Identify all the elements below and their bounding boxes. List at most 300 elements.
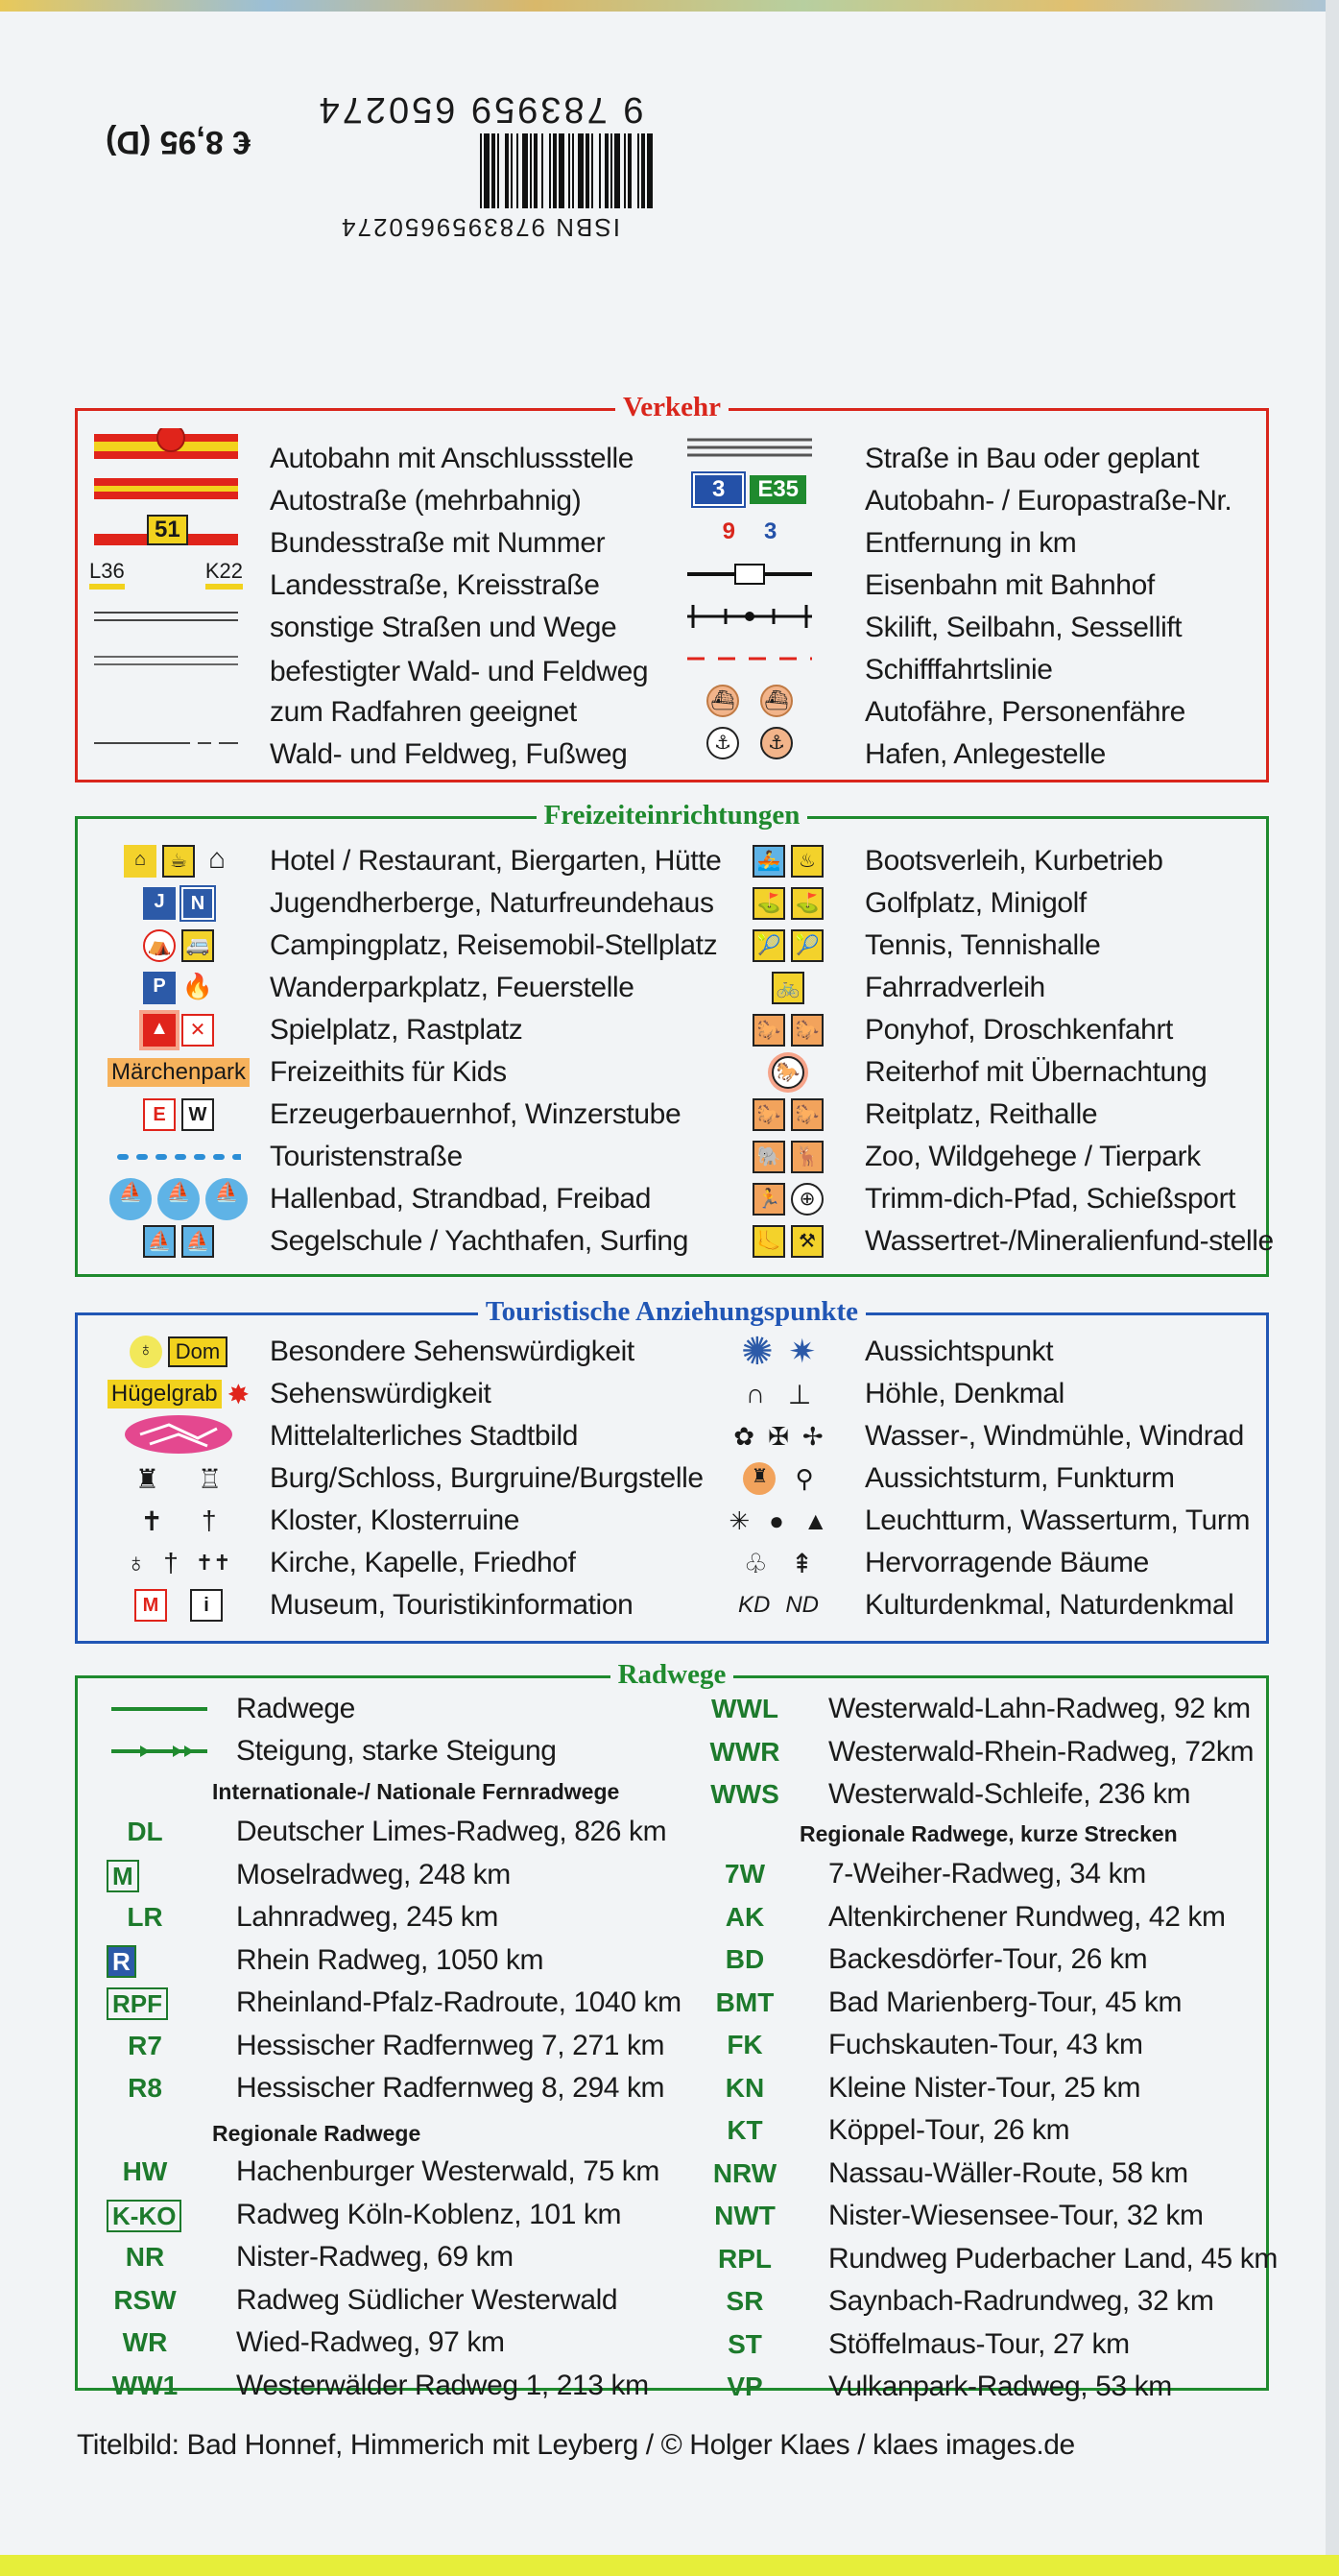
freizeit-label: Zoo, Wildgehege / Tierpark	[865, 1141, 1201, 1172]
barcode-bar	[593, 133, 599, 208]
verkehr-label: Bundesstraße mit Nummer	[270, 527, 606, 559]
barcode-bar	[541, 133, 543, 208]
touristisch-label: Sehenswürdigkeit	[270, 1378, 491, 1409]
schiesssport-icon: ⊕	[791, 1183, 824, 1216]
barcode-bar	[614, 133, 620, 208]
radweg-name: 7-Weiher-Radweg, 34 km	[828, 1858, 1146, 1890]
radweg-code: SR	[726, 2286, 764, 2316]
burgruine-icon: ♖	[198, 1463, 223, 1494]
burg-icon: ♜	[134, 1463, 159, 1494]
barcode-bar	[645, 133, 647, 208]
section-title-freizeit: Freizeiteinrichtungen	[537, 800, 808, 831]
barcode-bar	[484, 133, 490, 208]
verkehr-label: Autobahn- / Europastraße-Nr.	[865, 485, 1232, 517]
waldweg-befestigt-symbol	[89, 641, 243, 680]
radweg-legend-label: Steigung, starke Steigung	[236, 1735, 557, 1767]
faehre-symbol	[682, 682, 817, 720]
verkehr-label: Eisenbahn mit Bahnhof	[865, 569, 1155, 601]
spielplatz-symbols	[107, 1011, 251, 1049]
erzeuger-symbols	[107, 1095, 251, 1134]
besondere-sehenswuerdigkeit-icon: ♁	[130, 1336, 162, 1368]
barcode-bar	[574, 133, 578, 208]
hoehle-symbols	[711, 1375, 846, 1413]
entfernung-rot: 9	[722, 518, 735, 544]
radweg-code: LR	[127, 1902, 163, 1932]
legend-box-radwege	[75, 1659, 1278, 2402]
radweg-name: Nister-Radweg, 69 km	[236, 2241, 514, 2273]
spielplatz-icon: ▲	[143, 1014, 176, 1047]
radweg-code: M	[107, 1860, 139, 1892]
barcode-bars	[307, 133, 653, 208]
minigolf-icon: ⛳	[791, 887, 824, 920]
barcode-bar	[572, 133, 574, 208]
strandbad-icon: ⛵	[157, 1178, 200, 1220]
freibad-icon: ⛵	[205, 1178, 248, 1220]
barcode-bar	[499, 133, 505, 208]
kirche-symbols	[107, 1544, 251, 1582]
turm-symbols	[711, 1459, 846, 1498]
barcode-bar	[624, 133, 626, 208]
landesstrasse-code: L36	[89, 559, 125, 590]
legend-box-freizeit	[75, 800, 1274, 1277]
radweg-name: Westerwälder Radweg 1, 213 km	[236, 2369, 649, 2401]
barcode-bar	[495, 133, 497, 208]
kloster-symbols	[107, 1502, 251, 1540]
radweg-name: Vulkanpark-Radweg, 53 km	[828, 2371, 1172, 2402]
section-title-touristisch: Touristische Anziehungspunkte	[478, 1296, 866, 1327]
segelschule-icon: ⛵	[143, 1225, 176, 1258]
touristisch-label: Wasser-, Windmühle, Windrad	[865, 1420, 1244, 1452]
jugendherberge-icon: J	[143, 887, 176, 920]
barcode-bar	[557, 133, 559, 208]
reitplatz-icon: 🐎	[753, 1098, 785, 1131]
barcode	[288, 88, 672, 242]
barcode-bar	[497, 133, 499, 208]
barcode-bar	[570, 133, 572, 208]
radweg-code: WR	[122, 2327, 168, 2357]
radweg-name: Bad Marienberg-Tour, 45 km	[828, 1986, 1183, 2018]
barcode-bar	[530, 133, 532, 208]
verkehr-label: Entfernung in km	[865, 527, 1077, 559]
ponyhof-symbols	[740, 1011, 836, 1049]
skilift-symbol	[682, 597, 817, 636]
verkehr-label: Autobahn mit Anschlussstelle	[270, 443, 634, 474]
radweg-name: Deutscher Limes-Radweg, 826 km	[236, 1816, 667, 1847]
mineralienfund-icon: ⚒	[791, 1225, 824, 1258]
huegelgrab-label: Hügelgrab	[108, 1380, 222, 1408]
autobahn-europastrasse-symbol	[682, 470, 817, 509]
freizeit-label: Ponyhof, Droschkenfahrt	[865, 1014, 1173, 1046]
friedhof-icon: ✝✝	[195, 1551, 231, 1575]
jugendherberge-symbols	[107, 884, 251, 923]
zoo-icon: 🐘	[753, 1141, 785, 1173]
hoehle-icon: ∩	[745, 1379, 765, 1408]
feuerstelle-icon: 🔥	[181, 972, 214, 1000]
fahrradverleih-icon: 🚲	[772, 972, 804, 1004]
verkehr-label: Landesstraße, Kreisstraße	[270, 569, 600, 601]
aussichtspunkt-symbols	[711, 1333, 846, 1371]
radweg-name: Radweg Köln-Koblenz, 101 km	[236, 2198, 622, 2230]
windrad-icon: ✢	[801, 1421, 824, 1451]
barcode-bar	[628, 133, 632, 208]
verkehr-label: Autostraße (mehrbahnig)	[270, 485, 582, 517]
isbn-text: ISBN 9783959650274	[340, 213, 620, 242]
radweg-name: Altenkirchener Rundweg, 42 km	[828, 1900, 1226, 1933]
barcode-bar	[509, 133, 511, 208]
freizeit-label: Segelschule / Yachthafen, Surfing	[270, 1225, 688, 1257]
radweg-name: Wied-Radweg, 97 km	[236, 2326, 505, 2358]
barcode-bar	[551, 133, 553, 208]
bundesstrasse-number: 51	[147, 515, 188, 545]
barcode-bar	[518, 133, 522, 208]
tierpark-icon: 🦌	[791, 1141, 824, 1173]
radweg-code: RPF	[107, 1987, 168, 2020]
legend-box-touristisch	[75, 1296, 1269, 1644]
barcode-bar	[610, 133, 612, 208]
barcode-bar	[601, 133, 605, 208]
verkehr-label: Wald- und Feldweg, Fußweg	[270, 738, 628, 770]
radweg-code: R	[107, 1945, 136, 1978]
winzerstube-icon: W	[181, 1098, 214, 1131]
radweg-name: Westerwald-Lahn-Radweg, 92 km	[828, 1693, 1251, 1724]
verkehr-label: Hafen, Anlegestelle	[865, 738, 1106, 770]
footer-credit: Titelbild: Bad Honnef, Himmerich mit Leyberg / © Holger Klaes / klaes images.de	[77, 2429, 1075, 2461]
barcode-bar	[632, 133, 637, 208]
radweg-name: Stöffelmaus-Tour, 27 km	[828, 2327, 1130, 2360]
radweg-code: WW1	[111, 2370, 179, 2400]
radweg-name: Westerwald-Rhein-Radweg, 72km	[828, 1735, 1255, 1768]
touristisch-label: Besondere Sehenswürdigkeit	[270, 1336, 634, 1367]
barcode-bar	[586, 133, 589, 208]
freizeit-label: Campingplatz, Reisemobil-Stellplatz	[270, 929, 718, 961]
radweg-code: BMT	[715, 1986, 775, 2017]
radweg-name: Radweg Südlicher Westerwald	[236, 2283, 618, 2316]
barcode-bar	[534, 133, 538, 208]
verkehr-label: sonstige Straßen und Wege	[270, 612, 617, 643]
baeume-symbols	[711, 1544, 846, 1582]
wasserturm-icon: ●	[769, 1505, 784, 1535]
barcode-bar	[564, 133, 568, 208]
freizeit-label: Hallenbad, Strandbad, Freibad	[270, 1183, 652, 1215]
radweg-name: Rhein Radweg, 1050 km	[236, 1943, 544, 1976]
strasse-in-bau-symbol	[682, 428, 817, 467]
trimm-symbols	[740, 1180, 836, 1218]
hotel-icon: ⌂	[124, 845, 156, 878]
radweg-code: R8	[128, 2073, 162, 2103]
museum-icon: M	[134, 1589, 167, 1622]
radweg-name: Nister-Wiesensee-Tour, 32 km	[828, 2200, 1204, 2231]
radweg-code: NR	[125, 2242, 165, 2272]
turm-icon: ▲	[802, 1505, 828, 1535]
personenfaehre-icon: ⛴	[760, 685, 793, 717]
barcode-bar	[647, 133, 653, 208]
radweg-code: NRW	[712, 2157, 777, 2188]
maerchenpark-symbol	[87, 1053, 270, 1092]
aussichtspunkt-icon: ✺	[740, 1331, 774, 1373]
radweg-name: Nassau-Wäller-Route, 58 km	[828, 2156, 1188, 2189]
touristikinformation-icon: i	[190, 1589, 223, 1622]
touristisch-label: Kloster, Klosterruine	[270, 1505, 520, 1536]
barcode-bar	[482, 133, 484, 208]
verkehr-label: befestigter Wald- und Feldweg	[270, 656, 649, 687]
rastplatz-icon: ✕	[181, 1014, 214, 1047]
huette-icon: ⌂	[207, 843, 227, 875]
radweg-code: VP	[727, 2371, 763, 2401]
barcode-bar	[522, 133, 528, 208]
barcode-bar	[568, 133, 570, 208]
freizeit-label: Reitplatz, Reithalle	[865, 1098, 1098, 1130]
map-edge-top	[0, 0, 1339, 12]
radweg-name: Saynbach-Radrundweg, 32 km	[828, 2285, 1214, 2317]
freizeit-label: Wassertret-/Mineralienfund-stelle	[865, 1225, 1274, 1257]
barcode-bar	[620, 133, 624, 208]
biergarten-icon: ☕	[162, 845, 195, 878]
muehle-symbols	[711, 1417, 846, 1456]
freizeit-label: Freizeithits für Kids	[270, 1056, 507, 1088]
sonstige-strassen-symbol	[89, 597, 243, 636]
autobahn-symbol	[89, 428, 243, 467]
freizeit-label: Golfplatz, Minigolf	[865, 887, 1087, 919]
freizeit-label: Tennis, Tennishalle	[865, 929, 1101, 961]
radweg-name: Hessischer Radfernweg 7, 271 km	[236, 2029, 665, 2061]
subheading-international: Internationale-/ Nationale Fernradwege	[212, 1779, 620, 1804]
campingplatz-icon: ⛺	[143, 929, 176, 962]
radweg-code: 7W	[725, 1859, 765, 1889]
fahrradverleih-symbol	[740, 969, 836, 1007]
barcode-bar	[511, 133, 513, 208]
radweg-name: Köppel-Tour, 26 km	[828, 2114, 1070, 2146]
subheading-regional-kurz: Regionale Radwege, kurze Strecken	[800, 1821, 1178, 1846]
europastrasse-nummer: E35	[750, 475, 806, 504]
subheading-regional: Regionale Radwege	[212, 2121, 421, 2146]
naturdenkmal-code: ND	[785, 1592, 819, 1618]
stadtbild-symbol	[107, 1415, 251, 1454]
barcode-bar	[476, 133, 480, 208]
legend-box-verkehr	[75, 392, 1269, 782]
tennis-icon: 🎾	[753, 929, 785, 962]
schifffahrtslinie-symbol	[682, 639, 817, 678]
touristisch-label: Kulturdenkmal, Naturdenkmal	[865, 1589, 1234, 1621]
sehenswuerdigkeit-star-icon: ✸	[227, 1379, 251, 1409]
radweg-name: Fuchskauten-Tour, 43 km	[828, 2029, 1143, 2060]
aussichtsturm-icon: ♜	[743, 1462, 776, 1495]
barcode-bar	[626, 133, 628, 208]
hafen-symbol	[682, 724, 817, 762]
radweg-symbol	[107, 1690, 212, 1728]
barcode-bar	[641, 133, 645, 208]
steigung-symbol	[107, 1732, 212, 1770]
reisemobil-icon: 🚐	[181, 929, 214, 962]
reiterhof-icon: 🐎	[772, 1056, 804, 1089]
dom-label: Dom	[168, 1336, 227, 1367]
eisenbahn-symbol	[682, 555, 817, 593]
wassertret-icon: 🦶	[753, 1225, 785, 1258]
radweg-name: Moselradweg, 248 km	[236, 1858, 511, 1890]
laubbaum-icon: ♧	[743, 1548, 768, 1578]
radweg-code: WWL	[711, 1694, 778, 1723]
barcode-bar	[480, 133, 482, 208]
hallenbad-icon: ⛵	[109, 1178, 152, 1220]
freizeit-label: Hotel / Restaurant, Biergarten, Hütte	[270, 845, 722, 877]
yachthafen-icon: ⛵	[181, 1225, 214, 1258]
barcode-bar	[549, 133, 551, 208]
besondere-sehenswuerdigkeit-symbols	[107, 1333, 251, 1371]
radweg-name: Hessischer Radfernweg 8, 294 km	[236, 2072, 665, 2104]
barcode-bar	[532, 133, 534, 208]
wanderparkplatz-icon: P	[143, 972, 176, 1004]
barcode-bar	[584, 133, 586, 208]
barcode-bar	[612, 133, 614, 208]
landesstrasse-symbol	[89, 555, 243, 593]
denkmal-icon: ⊥	[787, 1379, 812, 1409]
verkehr-label: Skilift, Seilbahn, Sessellift	[865, 612, 1183, 643]
radweg-code: WWR	[709, 1736, 780, 1767]
radweg-code: NWT	[714, 2201, 776, 2230]
freizeit-label: Trimm-dich-Pfad, Schießsport	[865, 1183, 1236, 1215]
huegelgrab-symbol	[87, 1375, 270, 1413]
barcode-bar	[505, 133, 509, 208]
golf-symbols	[740, 884, 836, 923]
radweg-name: Hachenburger Westerwald, 75 km	[236, 2155, 659, 2187]
radweg-name: Westerwald-Schleife, 236 km	[828, 1778, 1191, 1810]
radweg-code: HW	[122, 2156, 168, 2186]
radweg-code: RSW	[113, 2284, 177, 2315]
anlegestelle-icon: ⚓	[760, 727, 793, 759]
verkehr-label: Autofähre, Personenfähre	[865, 696, 1185, 728]
kloster-icon: ✝	[140, 1505, 163, 1536]
touristisch-label: Aussichtsturm, Funkturm	[865, 1462, 1175, 1494]
tennishalle-icon: 🎾	[791, 929, 824, 962]
entfernung-symbol	[682, 513, 817, 551]
radweg-code: R7	[128, 2030, 162, 2060]
autobahn-nummer: 3	[693, 473, 744, 506]
autostrasse-symbol	[89, 470, 243, 509]
verkehr-label: zum Radfahren geeignet	[270, 696, 577, 728]
bootsverleih-icon: 🚣	[753, 845, 785, 878]
autofaehre-icon: ⛴	[706, 685, 739, 717]
aussichtspunkt-klein-icon: ✷	[788, 1334, 816, 1370]
verkehr-label: Straße in Bau oder geplant	[865, 443, 1200, 474]
freizeit-label: Spielplatz, Rastplatz	[270, 1014, 523, 1046]
wassermuehle-icon: ✿	[733, 1421, 755, 1451]
ponyhof-icon: 🐎	[753, 1014, 785, 1047]
erzeugerbauernhof-icon: E	[143, 1098, 176, 1131]
touristisch-label: Museum, Touristikinformation	[270, 1589, 634, 1621]
radweg-code: KT	[727, 2115, 763, 2145]
segelschule-symbols	[107, 1222, 251, 1261]
leuchtturm-icon: ✳	[729, 1505, 751, 1535]
leuchtturm-symbols	[711, 1502, 846, 1540]
radweg-code: BD	[725, 1944, 765, 1974]
verkehr-label: Schifffahrtslinie	[865, 654, 1053, 686]
map-edge-bottom	[0, 2555, 1339, 2576]
touristisch-label: Leuchtturm, Wasserturm, Turm	[865, 1505, 1251, 1536]
hotel-symbols	[107, 842, 251, 880]
barcode-bar	[609, 133, 610, 208]
radweg-code: RPL	[718, 2243, 772, 2274]
barcode-bar	[538, 133, 541, 208]
radweg-code: AK	[725, 1901, 765, 1932]
barcode-bar	[637, 133, 639, 208]
barcode-bar	[543, 133, 549, 208]
radweg-name: Backesdörfer-Tour, 26 km	[828, 1943, 1148, 1975]
bundesstrasse-symbol	[89, 513, 243, 551]
touristenstrasse-symbol	[107, 1138, 251, 1176]
windmuehle-icon: ✠	[768, 1421, 789, 1451]
barcode-number: 9 783959 650274	[316, 89, 644, 130]
touristisch-label: Höhle, Denkmal	[865, 1378, 1064, 1409]
maerchenpark-label: Märchenpark	[108, 1058, 250, 1087]
freizeit-label: Bootsverleih, Kurbetrieb	[865, 845, 1163, 877]
tennis-symbols	[740, 927, 836, 965]
touristisch-label: Burg/Schloss, Burgruine/Burgstelle	[270, 1462, 704, 1494]
klosterruine-icon: †	[201, 1505, 217, 1535]
kreisstrasse-code: K22	[205, 559, 243, 590]
barcode-bar	[591, 133, 593, 208]
page-edge-right	[1326, 0, 1339, 2576]
price-label: € 8,95 (D)	[106, 124, 251, 160]
radweg-code: K-KO	[107, 2200, 181, 2232]
freizeit-label: Reiterhof mit Übernachtung	[865, 1056, 1207, 1088]
touristisch-label: Aussichtspunkt	[865, 1336, 1054, 1367]
kirche-icon: ♁	[126, 1548, 147, 1577]
wassertret-symbols	[740, 1222, 836, 1261]
bootsverleih-symbols	[740, 842, 836, 880]
barcode-bar	[513, 133, 516, 208]
fussweg-symbol	[89, 724, 243, 762]
freizeit-label: Wanderparkplatz, Feuerstelle	[270, 972, 634, 1003]
droschkenfahrt-icon: 🐎	[791, 1014, 824, 1047]
kurbetrieb-icon: ♨	[791, 845, 824, 878]
radweg-name: Kleine Nister-Tour, 25 km	[828, 2071, 1141, 2104]
barcode-bar	[599, 133, 601, 208]
nadelbaum-icon: ⇞	[790, 1548, 814, 1578]
barcode-bar	[589, 133, 591, 208]
barcode-bar	[528, 133, 530, 208]
section-title-verkehr: Verkehr	[615, 392, 729, 422]
section-title-radwege: Radwege	[610, 1659, 734, 1690]
radweg-name: Rundweg Puderbacher Land, 45 km	[828, 2242, 1278, 2275]
radweg-code: WWS	[710, 1779, 779, 1809]
wanderparkplatz-symbols	[107, 969, 251, 1007]
barcode-bar	[553, 133, 557, 208]
museum-symbols	[107, 1586, 251, 1625]
barcode-bar	[559, 133, 564, 208]
reithalle-icon: 🐎	[791, 1098, 824, 1131]
barcode-bar	[490, 133, 491, 208]
funkturm-icon: ⚲	[795, 1463, 814, 1493]
freizeit-label: Fahrradverleih	[865, 972, 1045, 1003]
zoo-symbols	[740, 1138, 836, 1176]
denkmal-codes	[711, 1586, 846, 1625]
naturfreundehaus-icon: N	[181, 887, 214, 920]
camping-symbols	[107, 927, 251, 965]
touristisch-label: Mittelalterliches Stadtbild	[270, 1420, 579, 1452]
barcode-bar	[639, 133, 641, 208]
barcode-bar	[578, 133, 584, 208]
radweg-name: Rheinland-Pfalz-Radroute, 1040 km	[236, 1986, 681, 2018]
radweg-code: DL	[127, 1817, 163, 1846]
entfernung-blau: 3	[764, 518, 777, 544]
hafen-icon: ⚓	[706, 727, 739, 759]
reitplatz-symbols	[740, 1095, 836, 1134]
bad-symbols	[97, 1180, 260, 1218]
touristisch-label: Kirche, Kapelle, Friedhof	[270, 1547, 576, 1578]
barcode-bar	[516, 133, 518, 208]
trimm-dich-pfad-icon: 🏃	[753, 1183, 785, 1216]
reiterhof-symbol	[740, 1053, 836, 1092]
golfplatz-icon: ⛳	[753, 887, 785, 920]
